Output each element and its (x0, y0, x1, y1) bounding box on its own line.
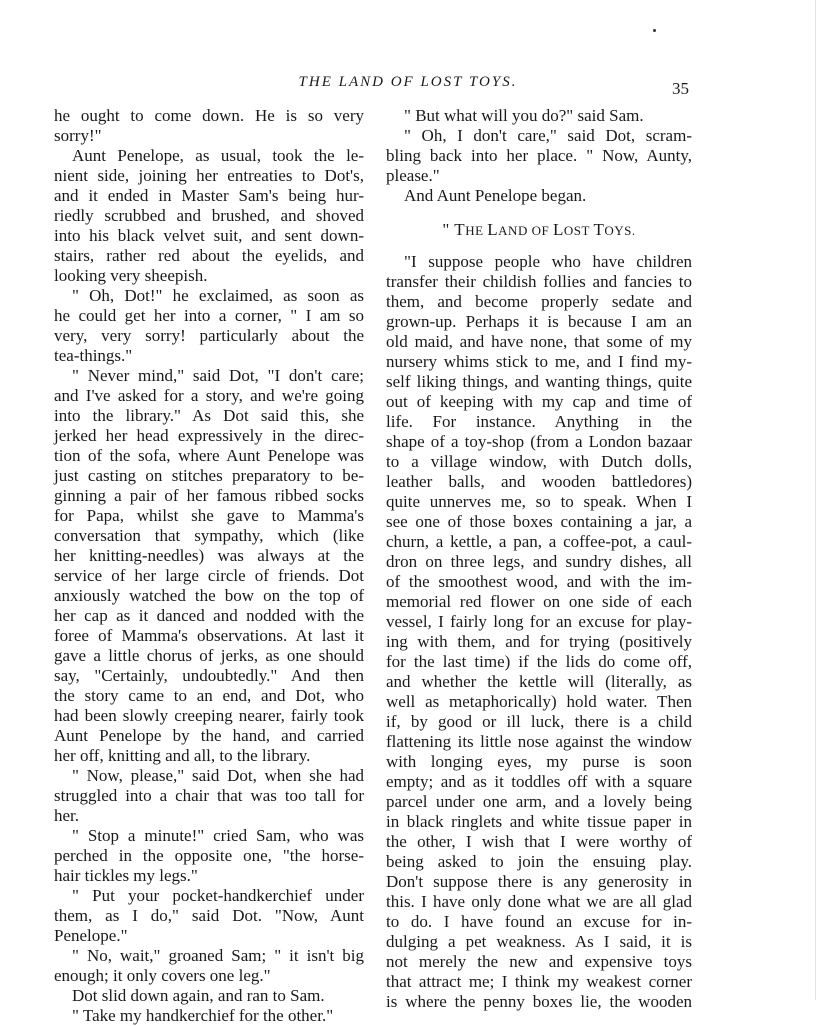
text-line: Dot slid down again, and ran to Sam. (72, 986, 325, 1005)
text-line: conversation that sympathy, which (like (54, 526, 364, 545)
heading-cap-2: L (487, 220, 499, 239)
text-line: the story came to an end, and Dot, who (54, 686, 364, 705)
text-line: to a village window, with Dutch dolls, (386, 452, 692, 471)
text-line: he could get her into a corner, " I am so (54, 306, 364, 325)
page-number: 35 (672, 79, 689, 98)
text-line: grown-up. Perhaps it is because I am an (386, 312, 692, 331)
text-line: Aunt Penelope by the hand, and carried (54, 726, 364, 745)
text-line: just casting on stitches preparatory to be- (54, 466, 364, 485)
text-line: " Take my handkerchief for the other." (72, 1006, 334, 1025)
text-line: nient side, joining her entreaties to Dot's, (54, 166, 364, 185)
text-line: enough; it only covers one leg." (54, 966, 271, 985)
text-line: dulging a pet weakness. As I said, it is (386, 932, 692, 951)
text-line: please." (386, 166, 440, 185)
text-line: tion of the sofa, where Aunt Penelope was (54, 446, 364, 465)
heading-small-2: AND OF (498, 223, 553, 238)
text-line: and I've asked for a story, and we're going (54, 386, 364, 405)
text-line: anxiously watched the bow on the top of (54, 586, 364, 605)
text-line: transfer their childish follies and fancies to (386, 272, 692, 291)
text-line: had been slowly creeping nearer, fairly took (54, 706, 364, 725)
text-line: well as metaphorically) hold water. Then (386, 692, 692, 711)
text-line: self liking things, and wanting things, quite (386, 372, 692, 391)
text-line: her knitting-needles) was always at the (54, 546, 364, 565)
text-line: flattening its little nose against the window (386, 732, 692, 751)
text-line: being asked to join the ensuing play. (386, 852, 692, 871)
text-line: " Now, please," said Dot, when she had (72, 766, 364, 785)
text-line: ginning a pair of her famous ribbed socks (54, 486, 364, 505)
text-line: churn, a kettle, a pan, a coffee-pot, a caul- (386, 532, 692, 551)
text-line: of the smoothest wood, and with the im- (386, 572, 692, 591)
text-line: with longing eyes, my purse is soon (386, 752, 692, 771)
text-line: this. I have only done what we are all glad (386, 892, 692, 911)
text-line: he ought to come down. He is so very (54, 106, 364, 125)
heading-small-4: OYS. (604, 223, 636, 238)
text-line: and it ended in Master Sam's being hur- (54, 186, 364, 205)
text-line: Don't suppose there is any generosity in (386, 872, 692, 891)
text-line: in black ringlets and white tissue paper in (386, 812, 692, 831)
text-line: nursery whims stick to me, and I find my- (386, 352, 692, 371)
text-line: that attract me; I think my weakest corner (386, 972, 692, 991)
text-line: very, very sorry! particularly about the (54, 326, 364, 345)
text-line: them, and become properly sedate and (386, 292, 692, 311)
text-line: them, as I do," said Dot. "Now, Aunt (54, 906, 364, 925)
heading-small-3: OST (563, 223, 594, 238)
text-line: if, by good or ill luck, there is a child (386, 712, 692, 731)
text-line: empty; and as it toddles off with a square (386, 772, 692, 791)
text-line: leather balls, and wooden battledores) (386, 472, 692, 491)
text-line: hair tickles my legs." (54, 866, 198, 885)
text-line: her. (54, 806, 80, 825)
text-line: her off, knitting and all, to the library. (54, 746, 311, 765)
text-line: struggled into a chair that was too tall for (54, 786, 364, 805)
text-line: out of keeping with my cap and time of (386, 392, 692, 411)
text-line: quite unnerves me, so to speak. When I (386, 492, 692, 511)
text-line: dron on three legs, and sundry dishes, all (386, 552, 692, 571)
heading-cap-1: T (454, 220, 466, 239)
text-line: vessel, I fairly long for an excuse for play- (386, 612, 692, 631)
text-line: is where the penny boxes lie, the wooden (386, 992, 692, 1011)
text-line: into his black velvet suit, and sent down- (54, 226, 364, 245)
text-line: tea-things." (54, 346, 133, 365)
text-line: memorial red flower on one side of each (386, 592, 692, 611)
text-line: the other, I wish that I were worthy of (386, 832, 692, 851)
right-column-story (386, 252, 692, 1012)
ink-speck (653, 29, 656, 32)
right-column (386, 106, 692, 1012)
text-line: see one of those boxes containing a jar, a (386, 512, 692, 531)
heading-small-1: HE (465, 223, 488, 238)
section-heading (386, 220, 692, 240)
text-line: sorry!" (54, 126, 102, 145)
text-line: " But what will you do?" said Sam. (404, 106, 644, 125)
right-column-dialogue (386, 106, 692, 206)
text-line: gave a little chorus of jerks, as one should (54, 646, 364, 665)
text-line: ing with them, and for trying (positively (386, 632, 692, 651)
text-line: foree of Mamma's observations. At last it (54, 626, 364, 645)
text-line: perched in the opposite one, "the horse- (54, 846, 364, 865)
text-line: " Stop a minute!" cried Sam, who was (72, 826, 364, 845)
left-column (54, 106, 364, 1026)
text-line: Penelope." (54, 926, 128, 945)
heading-cap-3: L (552, 220, 564, 239)
text-line: shape of a toy-shop (from a London bazaar (386, 432, 692, 451)
text-line: for the last time) if the lids do come off, (386, 652, 692, 671)
heading-cap-4: T (593, 220, 605, 239)
text-line: " Never mind," said Dot, "I don't care; (72, 366, 364, 385)
text-line: say, "Certainly, undoubtedly." And then (54, 666, 364, 685)
heading-open-quote: " (442, 220, 455, 239)
text-line: Aunt Penelope, as usual, took the le- (72, 146, 364, 165)
text-line: parcel under one arm, and a lovely being (386, 792, 692, 811)
text-line: looking very sheepish. (54, 266, 208, 285)
text-line: into the library." As Dot said this, she (54, 406, 364, 425)
text-line: " Put your pocket-handkerchief under (72, 886, 364, 905)
text-line: " Oh, Dot!" he exclaimed, as soon as (72, 286, 364, 305)
text-line: service of her large circle of friends. Dot (54, 566, 364, 585)
text-line: and whether the kettle will (literally, as (386, 672, 692, 691)
text-line: jerked her head expressively in the direc- (54, 426, 364, 445)
text-line: And Aunt Penelope began. (404, 186, 587, 205)
running-title: THE LAND OF LOST TOYS. (298, 74, 518, 90)
text-line: "I suppose people who have children (404, 252, 692, 271)
text-line: life. For instance. Anything in the (386, 412, 692, 431)
text-line: old maid, and have none, that some of my (386, 332, 692, 351)
text-line: " Oh, I don't care," said Dot, scram- (404, 126, 692, 145)
text-line: her cap as it danced and nodded with the (54, 606, 364, 625)
text-line: not merely the new and expensive toys (386, 952, 692, 971)
text-line: " No, wait," groaned Sam; " it isn't big (72, 946, 364, 965)
text-line: bling back into her place. " Now, Aunty, (386, 146, 692, 165)
text-line: riedly scrubbed and brushed, and shoved (54, 206, 364, 225)
text-line: for Papa, whilst she gave to Mamma's (54, 506, 364, 525)
text-line: stairs, rather red about the eyelids, and (54, 246, 364, 265)
text-line: to do. I have found an excuse for in- (386, 912, 692, 931)
